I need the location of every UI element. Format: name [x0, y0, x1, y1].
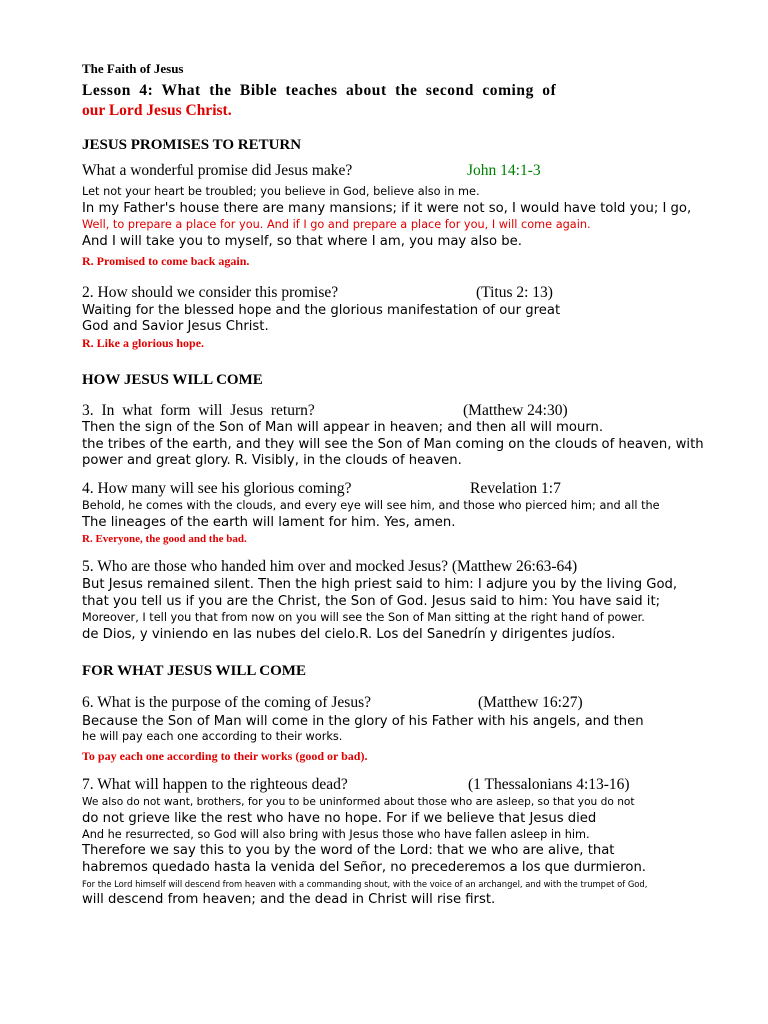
question-2: 2. How should we consider this promise? — [82, 284, 339, 301]
verse-line: For the Lord himself will descend from heaven with a commanding shout, with the voice of an archangel, and with the trumpet of God, — [82, 879, 648, 889]
verse-line: power and great glory. R. Visibly, in the clouds of heaven. — [82, 453, 462, 468]
verse-line: Because the Son of Man will come in the glory of his Father with his angels, and then — [82, 714, 644, 729]
question-4: 4. How many will see his glorious coming? — [82, 480, 352, 497]
question-7: 7. What will happen to the righteous dead? — [82, 776, 348, 793]
verse-line: Behold, he comes with the clouds, and every eye will see him, and those who pierced him; and all the — [82, 499, 660, 512]
question-5: 5. Who are those who handed him over and mocked Jesus? (Matthew 26:63-64) — [82, 558, 578, 575]
question-6: 6. What is the purpose of the coming of Jesus? — [82, 694, 371, 711]
question-3-reference: (Matthew 24:30) — [463, 402, 568, 419]
verse-line: he will pay each one according to their works. — [82, 730, 343, 743]
verse-line: Therefore we say this to you by the word of the Lord: that we who are alive, that — [82, 843, 615, 858]
verse-line: The lineages of the earth will lament for him. Yes, amen. — [82, 515, 456, 530]
lesson-subtitle: our Lord Jesus Christ. — [82, 102, 232, 119]
section-heading-how: HOW JESUS WILL COME — [82, 372, 263, 388]
verse-line: do not grieve like the rest who have no hope. For if we believe that Jesus died — [82, 811, 597, 826]
verse-line: Waiting for the blessed hope and the glorious manifestation of our great — [82, 303, 561, 318]
verse-line: habremos quedado hasta la venida del Señor, no precederemos a los que durmieron. — [82, 860, 646, 875]
question-1-reference: John 14:1-3 — [467, 162, 541, 179]
answer-4: R. Everyone, the good and the bad. — [82, 533, 247, 545]
answer-1: R. Promised to come back again. — [82, 254, 250, 268]
answer-2: R. Like a glorious hope. — [82, 336, 205, 350]
section-heading-purpose: FOR WHAT JESUS WILL COME — [82, 663, 306, 679]
verse-line: And he resurrected, so God will also bring with Jesus those who have fallen asleep in him. — [82, 828, 590, 841]
verse-line: Let not your heart be troubled; you believe in God, believe also in me. — [82, 185, 480, 198]
verse-line: the tribes of the earth, and they will see the Son of Man coming on the clouds of heaven, with — [82, 437, 704, 452]
verse-line: that you tell us if you are the Christ, the Son of God. Jesus said to him: You have said it; — [82, 594, 661, 609]
question-6-reference: (Matthew 16:27) — [478, 694, 583, 711]
verse-line: In my Father's house there are many mansions; if it were not so, I would have told you; I go, — [82, 201, 692, 216]
verse-line: But Jesus remained silent. Then the high priest said to him: I adjure you by the living God, — [82, 577, 678, 592]
verse-line: And I will take you to myself, so that where I am, you may also be. — [82, 234, 522, 249]
answer-6: To pay each one according to their works (good or bad). — [82, 749, 368, 763]
verse-line: will descend from heaven; and the dead in Christ will rise first. — [82, 892, 496, 907]
question-1: What a wonderful promise did Jesus make? — [82, 162, 353, 179]
section-heading-promise: JESUS PROMISES TO RETURN — [82, 137, 302, 153]
lesson-title: Lesson 4: What the Bible teaches about the second coming of — [82, 82, 557, 99]
question-7-reference: (1 Thessalonians 4:13-16) — [468, 776, 630, 793]
question-3: 3. In what form will Jesus return? — [82, 402, 315, 419]
series-title: The Faith of Jesus — [82, 61, 184, 76]
question-2-reference: (Titus 2: 13) — [476, 284, 553, 301]
verse-line: de Dios, y viniendo en las nubes del cielo.R. Los del Sanedrín y dirigentes judíos. — [82, 627, 616, 642]
question-4-reference: Revelation 1:7 — [470, 480, 561, 497]
verse-line: Then the sign of the Son of Man will appear in heaven; and then all will mourn. — [82, 420, 604, 435]
verse-line-highlight: Well, to prepare a place for you. And if I go and prepare a place for you, I will come again. — [82, 218, 591, 231]
verse-line: Moreover, I tell you that from now on you will see the Son of Man sitting at the right hand of power. — [82, 611, 645, 624]
verse-line: God and Savior Jesus Christ. — [82, 319, 269, 334]
verse-line: We also do not want, brothers, for you to be uninformed about those who are asleep, so that you do not — [82, 796, 635, 808]
